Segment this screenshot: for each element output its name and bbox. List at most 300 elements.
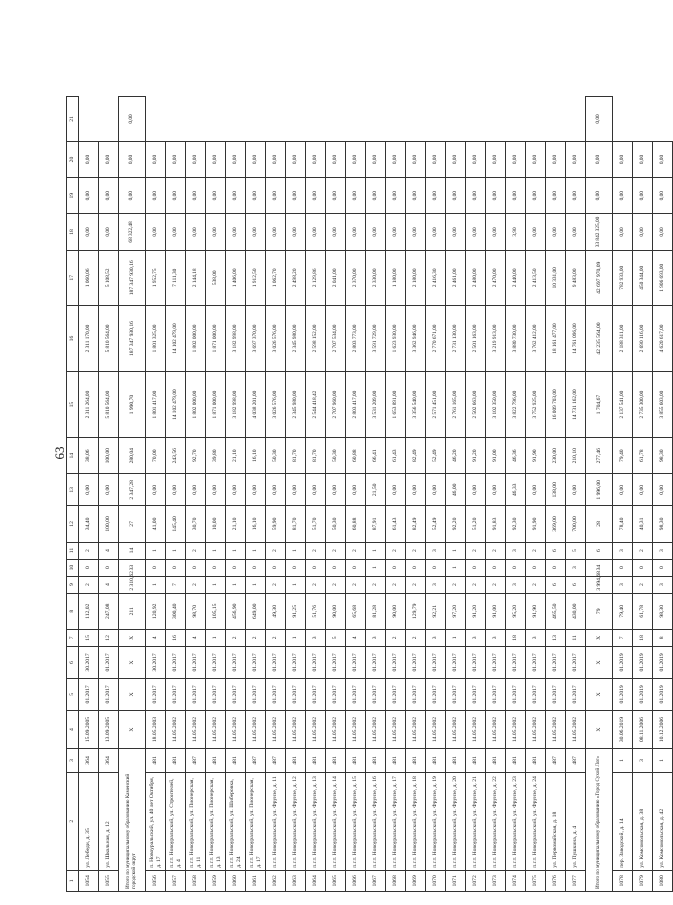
- table-cell: 0,00: [486, 214, 506, 250]
- table-cell: 2: [406, 576, 426, 593]
- table-cell: 01.2017: [486, 678, 506, 710]
- table-cell: 01.2017: [526, 678, 546, 710]
- table-cell: 2: [386, 542, 406, 559]
- table-cell: 0,00: [119, 178, 146, 214]
- table-cell: 0,00: [266, 141, 286, 177]
- table-cell: 91,25: [286, 593, 306, 629]
- table-cell: 138,00: [546, 474, 566, 506]
- table-cell: 0,00: [326, 214, 346, 250]
- table-cell: 1078: [613, 870, 633, 891]
- table-cell: 2 735 300,00: [633, 372, 653, 438]
- table-cell: 1 623 930,00: [386, 305, 406, 371]
- table-cell: 3 855 603,00: [653, 372, 673, 438]
- table-cell: 3: [426, 629, 446, 646]
- table-cell: 3: [506, 542, 526, 559]
- table-cell: 27: [119, 506, 146, 542]
- table-cell: 0,00: [166, 474, 186, 506]
- table-cell: 0,00: [426, 214, 446, 250]
- table-cell: 98,70: [186, 593, 206, 629]
- table-cell: 481: [326, 749, 346, 772]
- table-cell: 0,00: [526, 141, 546, 177]
- table-cell: 2: [186, 542, 206, 559]
- table-cell: 1068: [386, 870, 406, 891]
- table-cell: 11: [566, 629, 586, 646]
- address-cell: ул. Пушкина, д. 4: [566, 772, 586, 870]
- table-cell: 3 182 998,00: [226, 305, 246, 371]
- table-cell: 7 111,30: [166, 250, 186, 305]
- table-cell: 0,00: [246, 474, 266, 506]
- table-cell: 0,00: [79, 474, 99, 506]
- table-cell: 01.2017: [426, 646, 446, 678]
- column-number: 17: [67, 250, 79, 305]
- table-cell: 21,10: [226, 438, 246, 474]
- table-cell: 30,70: [186, 506, 206, 542]
- table-cell: 1066: [346, 870, 366, 891]
- table-cell: 3 356 540,00: [406, 372, 426, 438]
- table-cell: 0,00: [526, 474, 546, 506]
- table-cell: 92,21: [426, 593, 446, 629]
- table-cell: 0,00: [166, 214, 186, 250]
- table-cell: 0: [246, 559, 266, 576]
- table-cell: 2 144,18: [186, 250, 206, 305]
- table-row: [206, 97, 226, 892]
- address-cell: п.г.т. Новоуральский, ул. Пионерская, д. 13: [206, 772, 226, 870]
- table-cell: 14.05.2002: [326, 710, 346, 748]
- table-cell: 52,49: [426, 438, 446, 474]
- table-cell: 6: [546, 576, 566, 593]
- table-cell: 0,00: [613, 141, 633, 177]
- table-row: [526, 97, 546, 892]
- table-cell: 51,76: [306, 593, 326, 629]
- table-cell: 0,00: [506, 178, 526, 214]
- address-cell: п.г.т. Новоуральский, ул. Фрунзе, д. 24: [526, 772, 546, 870]
- table-cell: 0: [346, 559, 366, 576]
- table-cell: 0,00: [226, 141, 246, 177]
- table-cell: 2: [406, 629, 426, 646]
- table-cell: 2: [226, 629, 246, 646]
- table-cell: 0,00: [266, 178, 286, 214]
- table-cell: 4: [186, 629, 206, 646]
- table-row: [506, 97, 526, 892]
- table-cell: 0,00: [426, 474, 446, 506]
- table-cell: 0,00: [306, 474, 326, 506]
- column-number: 4: [67, 710, 79, 748]
- table-cell: 3 026 576,00: [266, 372, 286, 438]
- table-row: [226, 97, 246, 892]
- table-cell: 2 330,00: [366, 250, 386, 305]
- table-cell: 2 707 534,00: [326, 305, 346, 371]
- table-cell: 2 345 980,00: [286, 305, 306, 371]
- table-cell: 2 803 417,00: [346, 372, 366, 438]
- table-cell: 0,00: [79, 141, 99, 177]
- table-cell: 14.05.2002: [386, 710, 406, 748]
- table-cell: 66,41: [366, 438, 386, 474]
- table-cell: 1: [613, 749, 633, 772]
- rotated-table-wrapper: [66, 96, 666, 892]
- table-cell: 0,00: [146, 474, 166, 506]
- table-cell: 2 470,00: [486, 250, 506, 305]
- table-cell: 481: [286, 749, 306, 772]
- table-cell: 6: [566, 576, 586, 593]
- table-cell: 1: [146, 576, 166, 593]
- table-cell: 0,00: [186, 474, 206, 506]
- table-row: [266, 97, 286, 892]
- table-cell: 2: [346, 542, 366, 559]
- table-cell: 210,10: [566, 438, 586, 474]
- table-cell: 1061: [246, 870, 266, 891]
- table-cell: 95,20: [506, 593, 526, 629]
- table-cell: 700,00: [566, 506, 586, 542]
- table-cell: 481: [346, 749, 366, 772]
- table-cell: 0,00: [613, 474, 633, 506]
- table-cell: 60,88: [346, 438, 366, 474]
- table-cell: 14.05.2002: [466, 710, 486, 748]
- table-cell: 01.2017: [166, 646, 186, 678]
- table-cell: 2 498,20: [286, 250, 306, 305]
- table-cell: 0,00: [613, 214, 633, 250]
- table-cell: 01.2017: [326, 678, 346, 710]
- table-cell: 3: [366, 629, 386, 646]
- table-cell: 0,00: [266, 214, 286, 250]
- table-cell: 0,00: [99, 474, 119, 506]
- subtotal-label: Итого по муниципальному образованию Каменский городской округ: [119, 749, 146, 892]
- table-cell: 2: [79, 576, 99, 593]
- address-cell: п.г.т. Новоуральский, ул. Фрунзе, д. 17: [386, 772, 406, 870]
- table-row: [613, 97, 633, 892]
- table-cell: 1 060,06: [79, 250, 99, 305]
- table-cell: 01.2017: [166, 678, 186, 710]
- table-cell: 2: [486, 542, 506, 559]
- table-cell: 3 182 998,00: [226, 372, 246, 438]
- table-cell: 0,00: [166, 141, 186, 177]
- table-cell: 0,00: [466, 178, 486, 214]
- table-cell: 01.2017: [566, 646, 586, 678]
- table-cell: 49,30: [266, 593, 286, 629]
- table-cell: 0,00: [366, 141, 386, 177]
- table-cell: 18.05.2003: [146, 710, 166, 748]
- address-cell: п.г.т. Новоуральский, ул. Пионерская, д. 17: [246, 772, 266, 870]
- table-cell: 3 822 796,00: [506, 372, 526, 438]
- table-cell: 277,46: [586, 438, 613, 474]
- address-cell: п.г.т. Новоуральский, ул. Фрунзе, д. 23: [506, 772, 526, 870]
- table-cell: 98,30: [653, 506, 673, 542]
- table-cell: 08.11.2006: [633, 710, 653, 748]
- table-cell: 0,00: [246, 214, 266, 250]
- table-cell: 14.05.2002: [566, 710, 586, 748]
- table-cell: 0: [653, 559, 673, 576]
- column-number: 20: [67, 141, 79, 177]
- table-cell: 1073: [486, 870, 506, 891]
- table-cell: 3: [566, 559, 586, 576]
- table-cell: 2 480,00: [466, 250, 486, 305]
- table-cell: 01.2017: [526, 646, 546, 678]
- table-cell: 01.2019: [633, 678, 653, 710]
- table-cell: 0,00: [266, 474, 286, 506]
- table-cell: 2 440,00: [506, 250, 526, 305]
- table-cell: 70,00: [146, 438, 166, 474]
- table-cell: 87,91: [366, 506, 386, 542]
- table-cell: 0,00: [566, 178, 586, 214]
- table-row: [186, 97, 206, 892]
- table-cell: 3: [306, 629, 326, 646]
- table-cell: 16,10: [246, 438, 266, 474]
- table-cell: 2: [633, 542, 653, 559]
- table-cell: 1 801 417,00: [146, 372, 166, 438]
- table-cell: 91,90: [526, 593, 546, 629]
- table-cell: 16 009 703,00: [546, 372, 566, 438]
- table-cell: 0,00: [586, 141, 613, 177]
- table-cell: 1 653 891,00: [386, 372, 406, 438]
- table-cell: 3: [633, 749, 653, 772]
- table-cell: 2: [466, 542, 486, 559]
- table-cell: 14.05.2002: [526, 710, 546, 748]
- table-cell: 0,00: [226, 178, 246, 214]
- table-cell: 0: [486, 559, 506, 576]
- table-cell: 1 996,00: [586, 474, 613, 506]
- table-cell: 01.2019: [653, 646, 673, 678]
- table-cell: 79: [586, 593, 613, 629]
- table-cell: 1 912,50: [246, 250, 266, 305]
- table-cell: 01.2017: [266, 678, 286, 710]
- table-cell: 0,00: [406, 178, 426, 214]
- table-cell: 0,00: [406, 141, 426, 177]
- table-cell: 0: [99, 559, 119, 576]
- column-number-row: [67, 97, 79, 892]
- table-row: [326, 97, 346, 892]
- column-number: 1: [67, 870, 79, 891]
- table-cell: 0,00: [386, 141, 406, 177]
- column-number: 6: [67, 646, 79, 678]
- table-cell: 14.05.2002: [406, 710, 426, 748]
- table-cell: 0: [526, 559, 546, 576]
- table-cell: 33 842 325,00: [586, 214, 613, 250]
- table-cell: 40,31: [633, 506, 653, 542]
- table-cell: X: [119, 710, 146, 748]
- table-cell: 2: [306, 542, 326, 559]
- table-cell: 3 880 730,00: [506, 305, 526, 371]
- table-cell: 0,00: [546, 141, 566, 177]
- table-cell: 430,00: [566, 593, 586, 629]
- table-cell: 2: [386, 629, 406, 646]
- table-cell: 92,30: [506, 506, 526, 542]
- table-cell: 450 344,00: [633, 250, 653, 305]
- table-cell: 81,70: [286, 506, 306, 542]
- table-cell: 1075: [526, 870, 546, 891]
- table-cell: 5 810 564,00: [99, 372, 119, 438]
- table-cell: 91,90: [526, 506, 546, 542]
- address-cell: п.г.т. Новоуральский, ул. Фрунзе, д. 19: [426, 772, 446, 870]
- table-cell: 2 761 165,00: [446, 372, 466, 438]
- table-cell: 01.2019: [613, 646, 633, 678]
- table-cell: 3: [426, 576, 446, 593]
- table-cell: 280,04: [119, 438, 146, 474]
- table-cell: 2 707 960,00: [326, 372, 346, 438]
- table-cell: 481: [166, 749, 186, 772]
- table-cell: 0,00: [566, 214, 586, 250]
- table-cell: 2: [266, 576, 286, 593]
- table-cell: 1079: [633, 870, 653, 891]
- table-cell: 0,00: [206, 141, 226, 177]
- table-cell: 0,00: [426, 178, 446, 214]
- table-cell: 01.2017: [186, 646, 206, 678]
- table-cell: 01.2017: [506, 678, 526, 710]
- table-cell: 01.2017: [206, 678, 226, 710]
- table-cell: 481: [146, 749, 166, 772]
- table-cell: 34,40: [79, 506, 99, 542]
- subtotal-row: [119, 97, 146, 892]
- table-cell: 0,00: [466, 141, 486, 177]
- table-cell: 14.05.2002: [366, 710, 386, 748]
- table-cell: 2: [386, 576, 406, 593]
- table-cell: 465,50: [546, 593, 566, 629]
- table-cell: 34: [586, 559, 613, 576]
- table-cell: 2 370,00: [346, 250, 366, 305]
- table-cell: 364: [79, 749, 99, 772]
- table-cell: 79,40: [613, 593, 633, 629]
- table-cell: 0,00: [566, 141, 586, 177]
- table-cell: 42 235 564,00: [586, 305, 613, 371]
- table-cell: 2: [266, 542, 286, 559]
- table-cell: 81,70: [286, 438, 306, 474]
- table-cell: 91,90: [526, 438, 546, 474]
- table-cell: 51,20: [466, 506, 486, 542]
- table-cell: 5: [326, 629, 346, 646]
- table-cell: 3 531 209,00: [366, 372, 386, 438]
- table-cell: 2 502 663,00: [466, 372, 486, 438]
- table-cell: 91,00: [486, 593, 506, 629]
- column-number: 18: [67, 214, 79, 250]
- table-cell: 0,00: [633, 474, 653, 506]
- table-cell: 46,00: [446, 474, 466, 506]
- table-cell: 51,70: [306, 506, 326, 542]
- table-cell: 0,00: [146, 141, 166, 177]
- table-cell: 112,02: [79, 593, 99, 629]
- table-cell: 1: [446, 559, 466, 576]
- table-cell: 14.05.2002: [206, 710, 226, 748]
- table-cell: 0,00: [79, 178, 99, 214]
- table-cell: 15: [79, 629, 99, 646]
- table-cell: 10.12.2006: [653, 710, 673, 748]
- table-cell: 1054: [79, 870, 99, 891]
- table-cell: 2 188 311,00: [613, 305, 633, 371]
- table-cell: 92,70: [186, 438, 206, 474]
- table-cell: 9 483,00: [566, 250, 586, 305]
- table-cell: 01.2019: [613, 678, 633, 710]
- table-cell: 129,79: [406, 593, 426, 629]
- table-cell: 2: [246, 629, 266, 646]
- table-cell: 2 180,00: [406, 250, 426, 305]
- table-cell: 1: [446, 629, 466, 646]
- table-cell: 0,00: [653, 214, 673, 250]
- table-cell: 481: [366, 749, 386, 772]
- table-cell: 481: [306, 749, 326, 772]
- table-cell: 01.2017: [566, 678, 586, 710]
- column-number: 19: [67, 178, 79, 214]
- table-cell: 538,00: [206, 250, 226, 305]
- table-cell: 2: [326, 576, 346, 593]
- table-cell: 2 690 116,00: [633, 305, 653, 371]
- address-cell: ул. Школьная, д. 12: [99, 772, 119, 870]
- table-cell: 1: [286, 629, 306, 646]
- column-number: 5: [67, 678, 79, 710]
- table-cell: 01.2017: [406, 678, 426, 710]
- table-cell: 14.05.2002: [446, 710, 466, 748]
- table-cell: 12: [99, 629, 119, 646]
- table-cell: 1: [366, 542, 386, 559]
- table-cell: 1: [366, 559, 386, 576]
- table-cell: 01.2017: [99, 678, 119, 710]
- table-cell: 0,00: [406, 474, 426, 506]
- column-number: 2: [67, 772, 79, 870]
- table-cell: X: [586, 629, 613, 646]
- table-cell: 1065: [326, 870, 346, 891]
- table-cell: 01.2017: [466, 678, 486, 710]
- table-cell: 1063: [286, 870, 306, 891]
- column-number: 14: [67, 438, 79, 474]
- table-cell: 0,00: [79, 214, 99, 250]
- table-cell: 0,00: [99, 214, 119, 250]
- table-cell: 90,00: [386, 593, 406, 629]
- table-cell: 92,20: [446, 506, 466, 542]
- table-cell: 1064: [306, 870, 326, 891]
- table-cell: 1057: [166, 870, 186, 891]
- table-cell: 14 102 479,00: [166, 372, 186, 438]
- table-cell: 1076: [546, 870, 566, 891]
- address-cell: п.г.т. Новоуральский, ул. Строителей, д. 4: [166, 772, 186, 870]
- table-cell: 14.05.2002: [186, 710, 206, 748]
- table-cell: 1: [166, 542, 186, 559]
- table-cell: 10,00: [206, 506, 226, 542]
- table-cell: 97,20: [446, 593, 466, 629]
- table-cell: 487: [546, 749, 566, 772]
- table-cell: 6: [546, 542, 566, 559]
- table-cell: 1077: [566, 870, 586, 891]
- table-cell: 2: [633, 576, 653, 593]
- table-cell: 5 108,52: [99, 250, 119, 305]
- table-cell: 1: [246, 576, 266, 593]
- table-cell: 0,00: [286, 474, 306, 506]
- table-cell: 46,36: [506, 438, 526, 474]
- table-cell: 2 461,00: [446, 250, 466, 305]
- table-cell: 2 544 418,42: [306, 372, 326, 438]
- table-cell: 01.2017: [246, 646, 266, 678]
- table-cell: 0,00: [346, 178, 366, 214]
- column-number: 11: [67, 542, 79, 559]
- table-cell: 0,00: [306, 141, 326, 177]
- table-cell: 0,00: [546, 214, 566, 250]
- table-cell: 7: [613, 629, 633, 646]
- table-cell: 2 129,86: [306, 250, 326, 305]
- table-cell: 41,00: [146, 506, 166, 542]
- table-cell: 1 952,75: [146, 250, 166, 305]
- table-cell: 46,33: [506, 474, 526, 506]
- table-cell: 1: [226, 576, 246, 593]
- table-cell: 1058: [186, 870, 206, 891]
- table-cell: 487: [246, 749, 266, 772]
- table-cell: 7: [166, 576, 186, 593]
- table-cell: 1: [246, 542, 266, 559]
- table-cell: 0,00: [446, 141, 466, 177]
- table-cell: 1 906 693,00: [653, 250, 673, 305]
- table-cell: 98,30: [653, 438, 673, 474]
- table-cell: 01.2017: [146, 678, 166, 710]
- table-cell: 0,00: [586, 178, 613, 214]
- table-cell: 4 038 201,00: [246, 372, 266, 438]
- table-cell: 1056: [146, 870, 166, 891]
- table-cell: 0: [633, 559, 653, 576]
- table-cell: 82,49: [406, 506, 426, 542]
- table-cell: 01.2017: [286, 646, 306, 678]
